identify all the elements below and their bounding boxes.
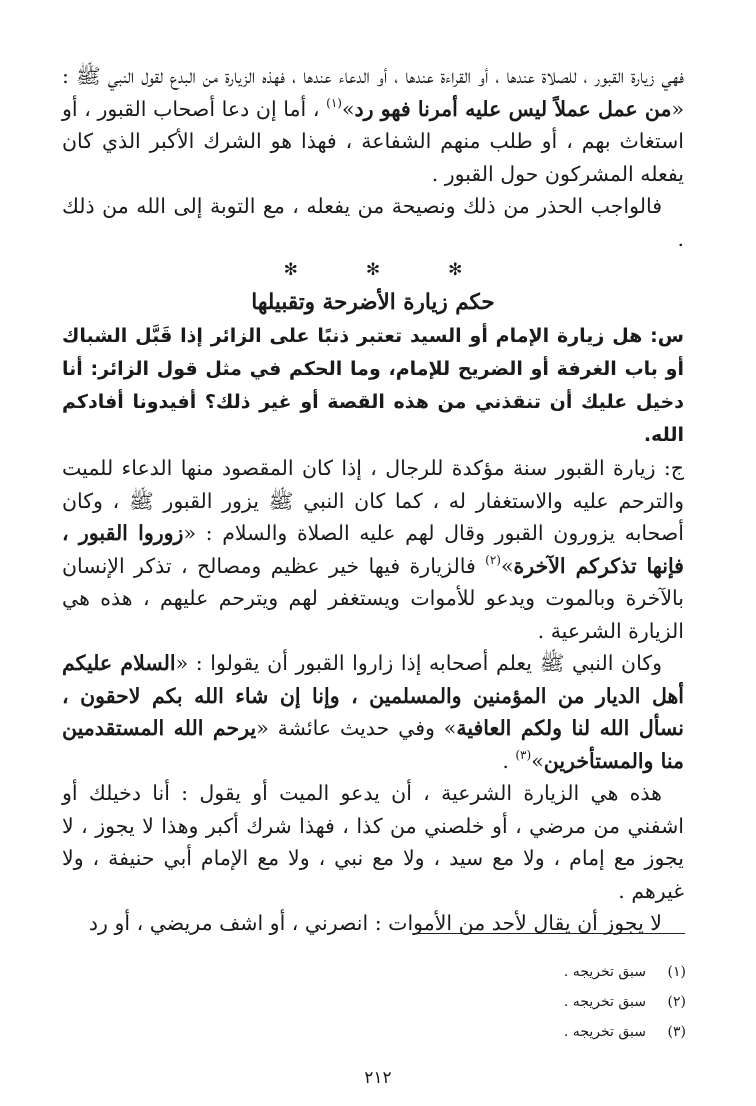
footnote-text: سبق تخريجه .: [563, 1024, 646, 1040]
page-body: [62, 60, 684, 940]
footnote-number: (٣): [667, 1024, 686, 1040]
footnote-item: [300, 987, 686, 1017]
paragraph-5: هذه هي الزيارة الشرعية ، أن يدعو الميت أو يقول : أنا دخيلك أو اشفني من مرضي ، أو خلصني من كذا ، فهذا شرك أكبر وهذا لا يجوز ، لا يجوز مع إمام ، ولا مع سيد ، ولا مع نبي ، ولا مع الإمام أبي حنيفة ، ولا غيرهم .: [62, 781, 684, 903]
footnote-ref-3: (٣): [515, 747, 532, 762]
hadith-quote: السلام عليكم أهل الديار من المؤمنين والمسلمين ، وإنا إن شاء الله بكم لاحقون ، نسأل الله لنا ولكم العافية: [62, 651, 685, 740]
footnote-number: (١): [667, 964, 686, 980]
hadith-quote: زوروا القبور ، فإنها تذكركم الآخرة: [62, 521, 684, 578]
page-number: ٢١٢: [364, 1068, 392, 1088]
footnote-ref-1: (١): [326, 95, 342, 110]
hadith-quote: من عمل عملاً ليس عليه أمرنا فهو رد: [354, 96, 672, 121]
footnote-separator: [415, 933, 685, 934]
footnote-number: (٢): [667, 994, 686, 1010]
section-divider: [62, 254, 684, 286]
paragraph-4: وكان النبي ﷺ يعلم أصحابه إذا زاروا القبور أن يقولوا : «السلام عليكم أهل الديار من المؤمنين والمسلمين ، وإنا إن شاء الله بكم لاحقون ، نسأل الله لنا ولكم العافية» وفي حديث عائشة «يرحم الله المستقدمين منا والمستأخرين»$^{(٣)}$ .: [62, 651, 685, 773]
hadith-quote: يرحم الله المستقدمين منا والمستأخرين: [62, 716, 684, 773]
footnote-item: [300, 1017, 686, 1047]
paragraph-6: لا يجوز أن يقال لأحد من الأموات : انصرني ، أو اشف مريضي ، أو رد: [88, 911, 662, 935]
paragraph-1: فهي زيارة القبور ، للصلاة عندها ، أو القراءة عندها ، أو الدعاء عندها ، فهذه الزيارة من البدع لقول النبي ﷺ : «من عمل عملاً ليس عليه أمرنا فهو رد»$^{(١)}$ ، أما إن دعا أصحاب القبور ، أو استغاث بهم ، أو طلب منهم الشفاعة ، فهذا هو الشرك الأكبر الذي كان يفعله المشركون حول القبور .: [62, 64, 684, 186]
section-heading: حكم زيارة الأضرحة وتقبيلها: [251, 290, 495, 315]
footnote-text: سبق تخريجه .: [563, 994, 646, 1010]
footnote-text: سبق تخريجه .: [563, 964, 646, 980]
paragraph-2: فالواجب الحذر من ذلك ونصيحة من يفعله ، مع التوبة إلى الله من ذلك .: [62, 194, 684, 251]
answer-paragraph: ج: زيارة القبور سنة مؤكدة للرجال ، إذا كان المقصود منها الدعاء للميت والترحم عليه والاستغفار له ، كما كان النبي ﷺ يزور القبور ﷺ ، وكان أصحابه يزورون القبور وقال لهم عليه الصلاة والسلام : «زوروا القبور ، فإنها تذكركم الآخرة»$^{(٢)}$ فالزيارة فيها خير عظيم ومصالح ، تذكر الإنسان بالآخرة وبالموت ويدعو للأموات ويستغفر لهم ويترحم عليهم ، هذه هي الزيارة الشرعية .: [62, 456, 684, 643]
footnote-ref-2: (٢): [485, 552, 501, 567]
star-icon: ✻: [283, 260, 298, 280]
question: س: هل زيارة الإمام أو السيد تعتبر ذنبًا على الزائر إذا قَبَّل الشباك أو باب الغرفة أو الضريح للإمام، وما الحكم في مثل قول الزائر: أنا دخيل عليك أن تنقذني من هذه القصة أو غير ذلك؟ أفيدونا أفادكم الله.: [62, 325, 684, 446]
star-icon: ✻: [448, 260, 463, 280]
star-icon: ✻: [365, 260, 381, 280]
footnotes: [300, 957, 686, 1047]
footnote-item: [300, 957, 686, 987]
